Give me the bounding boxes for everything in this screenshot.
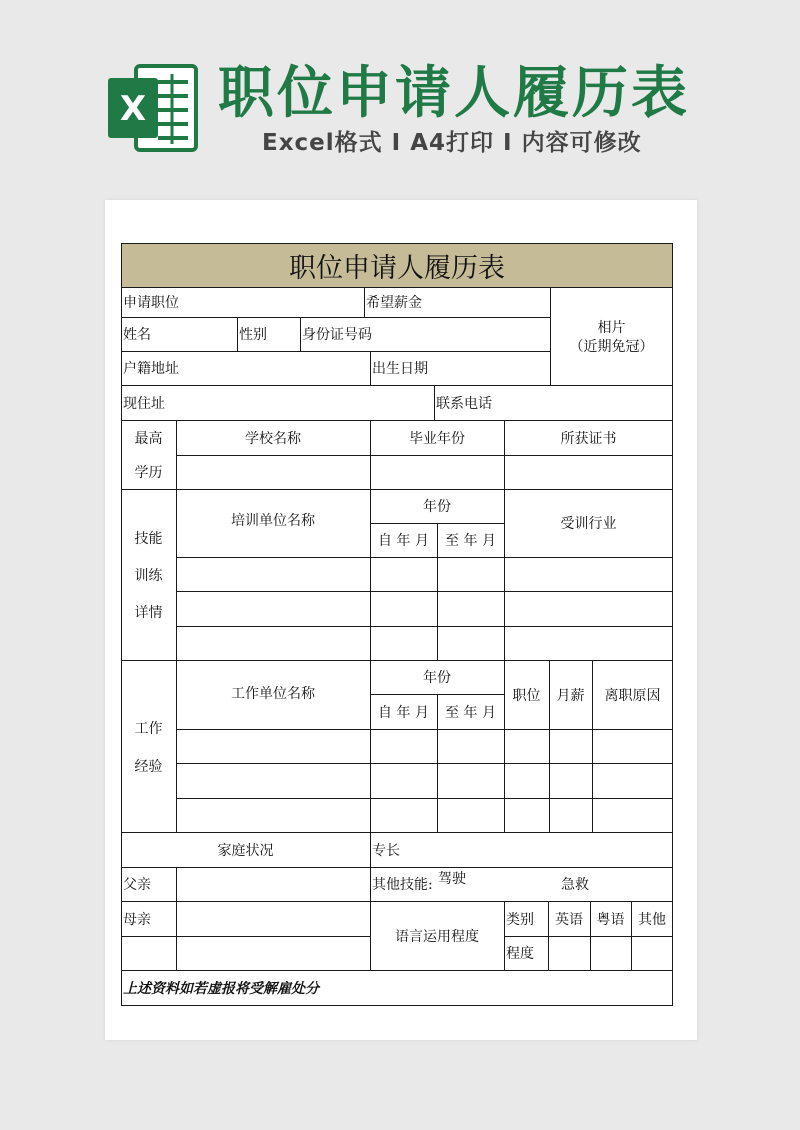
expected-salary-label: 希望薪金 xyxy=(366,295,422,311)
hukou-address-label: 户籍地址 xyxy=(123,361,179,377)
certificates-header: 所获证书 xyxy=(560,430,617,447)
graduation-year-header: 毕业年份 xyxy=(409,430,465,447)
banner-title: 职位申请人履历表 xyxy=(218,61,690,126)
training-from-header: 自 年 月 xyxy=(378,533,429,549)
mother-label: 母亲 xyxy=(123,911,151,928)
training-label-2: 训练 xyxy=(134,568,163,584)
photo-label: 相片 xyxy=(597,320,626,336)
work-from-header: 自 年 月 xyxy=(378,704,429,721)
training-year-header: 年份 xyxy=(423,499,451,515)
training-label-3: 详情 xyxy=(134,605,163,621)
photo-note: （近期免冠） xyxy=(569,339,654,355)
skill-driving: 驾驶 xyxy=(438,871,466,887)
work-year-header: 年份 xyxy=(423,670,451,686)
gender-label: 性别 xyxy=(239,327,267,343)
work-label-1: 工作 xyxy=(134,721,163,737)
training-to-header: 至 年 月 xyxy=(445,533,496,549)
language-level-label: 语言运用程度 xyxy=(395,928,479,945)
work-to-header: 至 年 月 xyxy=(445,704,496,721)
contact-phone-label: 联系电话 xyxy=(436,395,492,412)
work-position-header: 职位 xyxy=(512,687,541,704)
svg-text:X: X xyxy=(119,89,147,129)
education-label-2: 学历 xyxy=(134,465,163,481)
footer-note: 上述资料如若虚报将受解雇处分 xyxy=(123,980,319,997)
education-label-1: 最高 xyxy=(134,431,163,447)
training-unit-header: 培训单位名称 xyxy=(231,513,315,529)
skill-first-aid: 急救 xyxy=(561,877,589,893)
current-address-label: 现住址 xyxy=(123,395,165,412)
language-category-label: 类别 xyxy=(506,911,534,928)
banner-subtitle: Excel格式 I A4打印 I 内容可修改 xyxy=(262,130,642,156)
english-label: 英语 xyxy=(555,911,583,928)
work-label-2: 经验 xyxy=(134,759,163,775)
specialty-label: 专长 xyxy=(372,842,400,859)
language-degree-label: 程度 xyxy=(506,946,534,962)
family-status-label: 家庭状况 xyxy=(217,842,274,859)
other-skills-label: 其他技能: xyxy=(372,877,433,893)
applied-position-label: 申请职位 xyxy=(123,295,179,311)
other-language-label: 其他 xyxy=(638,911,666,928)
school-name-header: 学校名称 xyxy=(245,430,301,447)
work-unit-header: 工作单位名称 xyxy=(231,685,315,702)
id-number-label: 身份证号码 xyxy=(302,327,372,343)
work-salary-header: 月薪 xyxy=(556,687,585,704)
training-industry-header: 受训行业 xyxy=(560,516,617,532)
name-label: 姓名 xyxy=(123,327,151,343)
birth-date-label: 出生日期 xyxy=(372,361,428,377)
training-label-1: 技能 xyxy=(134,531,163,547)
father-label: 父亲 xyxy=(123,877,151,893)
form-title: 职位申请人履历表 xyxy=(121,243,673,287)
work-reason-header: 离职原因 xyxy=(604,687,661,704)
cantonese-label: 粤语 xyxy=(596,911,625,928)
